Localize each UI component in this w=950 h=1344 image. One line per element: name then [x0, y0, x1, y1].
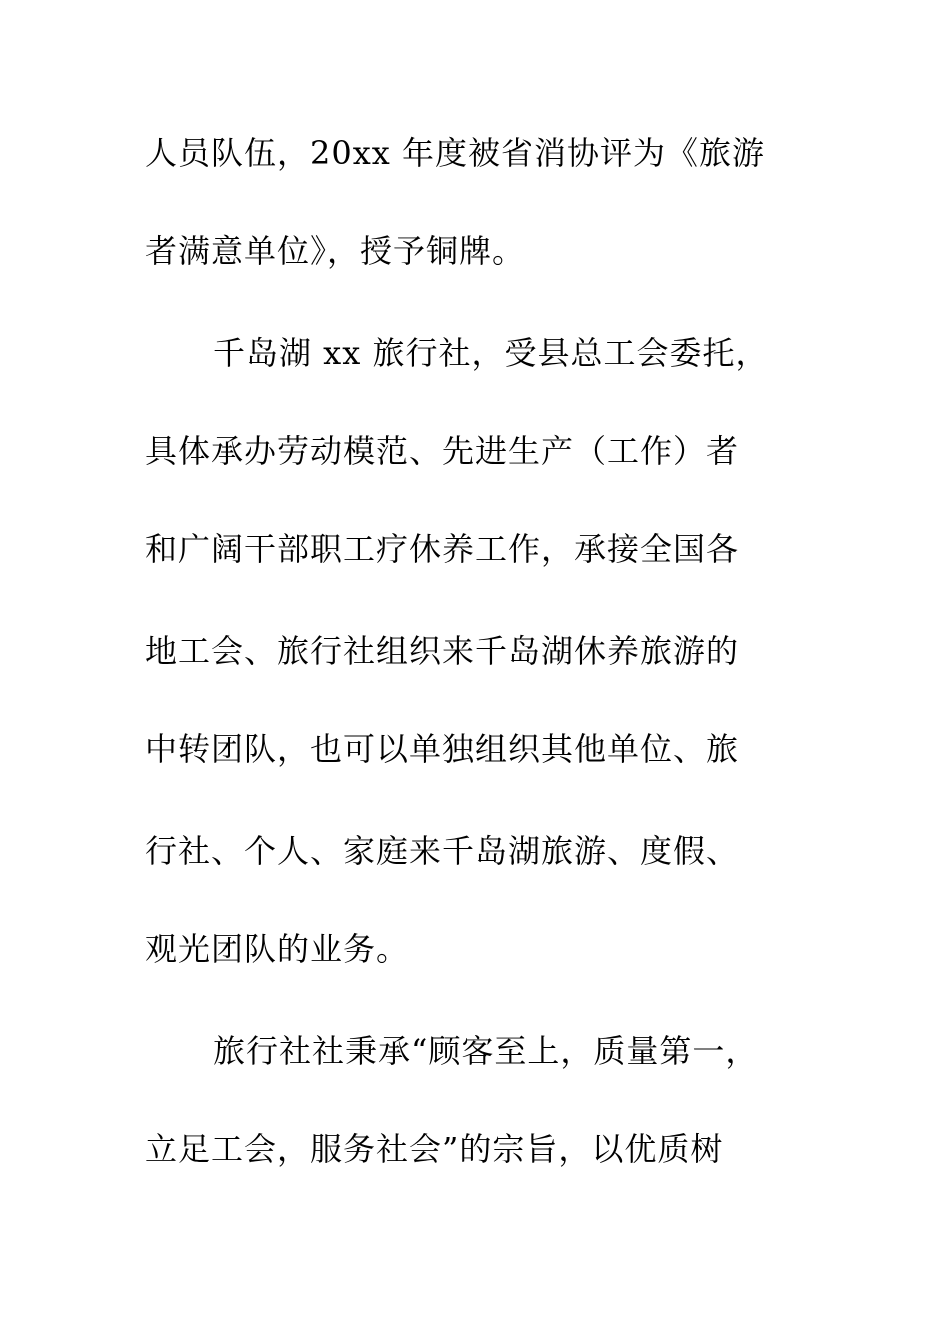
text-line: 行社、个人、家庭来千岛湖旅游、度假、 — [145, 832, 740, 870]
text-line: 观光团队的业务。 — [145, 930, 410, 968]
paragraph-start-line: 千岛湖 xx 旅行社，受县总工会委托， — [213, 334, 769, 372]
paragraph-start-line: 旅行社社秉承“顾客至上，质量第一， — [213, 1032, 759, 1070]
text-line: 立足工会，服务社会”的宗旨，以优质树 — [145, 1130, 724, 1168]
text-line: 者满意单位》，授予铜牌。 — [145, 232, 526, 270]
text-line: 和广阔干部职工疗休养工作，承接全国各 — [145, 530, 740, 568]
text-line: 具体承办劳动模范、先进生产（工作）者 — [145, 432, 740, 470]
text-line: 中转团队，也可以单独组织其他单位、旅 — [145, 730, 740, 768]
text-line: 地工会、旅行社组织来千岛湖休养旅游的 — [145, 632, 740, 670]
text-line: 人员队伍，20xx 年度被省消协评为《旅游 — [145, 134, 765, 172]
